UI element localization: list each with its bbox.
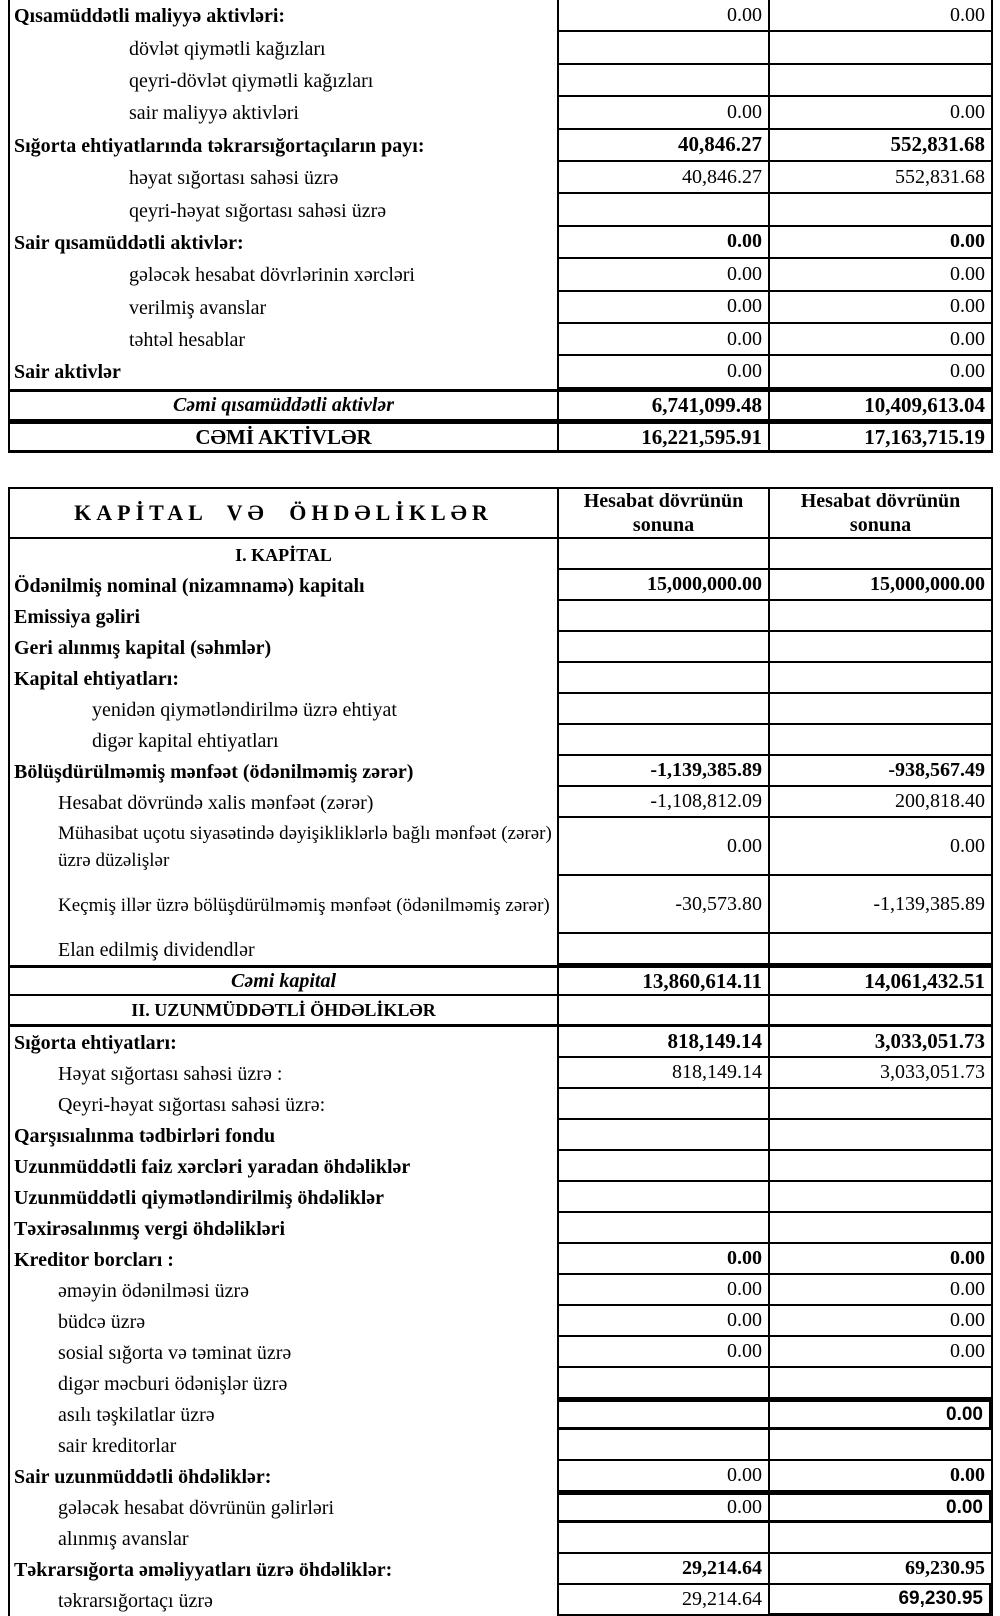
- value-period-2: 0.00: [770, 1461, 993, 1492]
- value-period-2: 3,033,051.73: [770, 1058, 993, 1089]
- row-label: [8, 97, 559, 129]
- value-period-1: [559, 934, 770, 965]
- value-period-2: [770, 32, 993, 64]
- row-label: [8, 1585, 559, 1616]
- table-row: [8, 1027, 993, 1058]
- table-row: [8, 292, 993, 324]
- table-row: [8, 0, 993, 32]
- value-period-2: [770, 539, 993, 570]
- table-row: [8, 1337, 993, 1368]
- row-label-text: gələcək hesabat dövrünün gəlirləri: [58, 1496, 334, 1519]
- table-row: [8, 1182, 993, 1213]
- row-label: [8, 162, 559, 194]
- row-label: [8, 1027, 559, 1058]
- row-label-text: Sair aktivlər: [14, 361, 121, 384]
- value-period-1: [559, 194, 770, 226]
- row-label-text: asılı təşkilatlar üzrə: [58, 1403, 215, 1426]
- value-period-2: 0.00: [770, 1492, 993, 1523]
- table-row: [8, 1213, 993, 1244]
- value-period-1: 818,149.14: [559, 1058, 770, 1089]
- value-period-2: 14,061,432.51: [770, 965, 993, 996]
- table-row: [8, 570, 993, 601]
- value-period-2: 0.00: [770, 1337, 993, 1368]
- value-period-2: 0.00: [770, 259, 993, 291]
- value-period-1: 0.00: [559, 97, 770, 129]
- row-label: [8, 1182, 559, 1213]
- table-row: [8, 1244, 993, 1275]
- row-label-text: Kreditor borcları :: [14, 1248, 174, 1271]
- table-row: [8, 725, 993, 756]
- table-row: [8, 1058, 993, 1089]
- row-label-text: dövlət qiymətli kağızları: [129, 37, 326, 60]
- row-label-text: Təkrarsığorta əməliyyatları üzrə öhdəliklər:: [14, 1558, 393, 1581]
- row-label: [8, 1554, 559, 1585]
- row-label-text: Ödənilmiş nominal (nizamnamə) kapitalı: [14, 574, 365, 597]
- row-label: [8, 1368, 559, 1399]
- table-row: [8, 756, 993, 787]
- row-label-text: Hesabat dövründə xalis mənfəət (zərər): [58, 791, 374, 814]
- value-period-1: 40,846.27: [559, 130, 770, 162]
- row-label-text: Bölüşdürülməmiş mənfəət (ödənilməmiş zərər): [14, 760, 414, 783]
- value-period-1: [559, 1523, 770, 1554]
- value-period-2: 0.00: [770, 1399, 993, 1430]
- value-period-2: -1,139,385.89: [770, 876, 993, 934]
- value-period-2: 0.00: [770, 227, 993, 259]
- row-label-text: sair kreditorlar: [58, 1434, 177, 1457]
- value-period-1: [559, 32, 770, 64]
- table-row: [8, 259, 993, 291]
- row-label-text: Qeyri-həyat sığortası sahəsi üzrə:: [58, 1093, 326, 1116]
- row-label: [8, 1151, 559, 1182]
- table-row: [8, 1399, 993, 1430]
- value-period-1: [559, 694, 770, 725]
- row-label-text: Cəmi kapital: [231, 970, 336, 992]
- value-period-1: 0.00: [559, 1275, 770, 1306]
- row-label: [8, 65, 559, 97]
- value-period-2: [770, 1430, 993, 1461]
- value-period-1: 29,214.64: [559, 1585, 770, 1616]
- table-row: [8, 32, 993, 64]
- table-row: [8, 1523, 993, 1554]
- row-label: [8, 965, 559, 996]
- value-period-1: 13,860,614.11: [559, 965, 770, 996]
- row-label-text: verilmiş avanslar: [129, 296, 267, 319]
- table-row: [8, 162, 993, 194]
- row-label: [8, 694, 559, 725]
- row-label-text: Sair uzunmüddətli öhdəliklər:: [14, 1465, 272, 1488]
- value-period-2: [770, 601, 993, 632]
- table-row: [8, 601, 993, 632]
- table-row: [8, 227, 993, 259]
- row-label: [8, 1306, 559, 1337]
- value-period-1: 818,149.14: [559, 1027, 770, 1058]
- row-label: [8, 32, 559, 64]
- value-period-2: 69,230.95: [770, 1585, 993, 1616]
- row-label: [8, 663, 559, 694]
- row-label: [8, 1430, 559, 1461]
- value-period-1: 0.00: [559, 1244, 770, 1275]
- value-period-1: [559, 1399, 770, 1430]
- row-label: [8, 1120, 559, 1151]
- value-period-1: 0.00: [559, 1337, 770, 1368]
- row-label-text: qeyri-dövlət qiymətli kağızları: [129, 69, 374, 92]
- value-period-1: [559, 996, 770, 1027]
- row-label-text: II. UZUNMÜDDƏTLİ ÖHDƏLİKLƏR: [131, 1000, 436, 1020]
- value-period-1: [559, 1368, 770, 1399]
- value-period-2: 0.00: [770, 97, 993, 129]
- table-row: [8, 539, 993, 570]
- row-label-text: Kapital ehtiyatları:: [14, 667, 179, 690]
- row-label: [8, 570, 559, 601]
- table-row: [8, 1306, 993, 1337]
- value-period-1: [559, 601, 770, 632]
- row-label-text: Həyat sığortası sahəsi üzrə :: [58, 1062, 283, 1085]
- row-label-text: təhtəl hesablar: [129, 329, 246, 352]
- row-label-text: Qarşısıalınma tədbirləri fondu: [14, 1124, 276, 1147]
- row-label-text: qeyri-həyat sığortası sahəsi üzrə: [129, 199, 387, 222]
- value-period-1: 16,221,595.91: [559, 421, 770, 453]
- table-row: [8, 1120, 993, 1151]
- value-period-1: -30,573.80: [559, 876, 770, 934]
- value-period-1: -1,108,812.09: [559, 787, 770, 818]
- table-row: [8, 1368, 993, 1399]
- value-period-2: 0.00: [770, 356, 993, 388]
- column-header-period-2: Hesabat dövrünün sonuna: [770, 489, 993, 539]
- value-period-2: [770, 194, 993, 226]
- value-period-1: [559, 1120, 770, 1151]
- row-label-text: I. KAPİTAL: [235, 544, 332, 565]
- table-row: [8, 1275, 993, 1306]
- value-period-2: [770, 934, 993, 965]
- row-label-text: digər məcburi ödənişlər üzrə: [58, 1372, 288, 1395]
- row-label: [8, 227, 559, 259]
- row-label-text: Emissiya gəliri: [14, 605, 141, 628]
- row-label-text: yenidən qiymətləndirilmə üzrə ehtiyat: [92, 698, 397, 721]
- row-label-text: Cəmi qısamüddətli aktivlər: [172, 394, 395, 417]
- value-period-1: 0.00: [559, 1461, 770, 1492]
- table-row: [8, 65, 993, 97]
- row-label-text: həyat sığortası sahəsi üzrə: [129, 167, 339, 190]
- row-label-text: alınmış avanslar: [58, 1527, 189, 1550]
- value-period-1: 0.00: [559, 324, 770, 356]
- row-label: [8, 324, 559, 356]
- row-label: [8, 1244, 559, 1275]
- value-period-1: 6,741,099.48: [559, 389, 770, 421]
- row-label: [8, 194, 559, 226]
- value-period-2: [770, 1151, 993, 1182]
- table-row: [8, 324, 993, 356]
- value-period-2: 0.00: [770, 818, 993, 876]
- row-label: [8, 0, 559, 32]
- value-period-2: [770, 1120, 993, 1151]
- value-period-2: 0.00: [770, 292, 993, 324]
- row-label: [8, 539, 559, 570]
- table-row: [8, 1492, 993, 1523]
- value-period-1: 0.00: [559, 818, 770, 876]
- capital-liabilities-table: [8, 487, 993, 1616]
- value-period-1: 40,846.27: [559, 162, 770, 194]
- table-row: [8, 934, 993, 965]
- row-label-text: Qısamüddətli maliyyə aktivləri:: [14, 5, 286, 28]
- table-row: [8, 694, 993, 725]
- table-row: [8, 1461, 993, 1492]
- section-title: KAPİTAL VƏ ÖHDƏLİKLƏR: [8, 489, 559, 539]
- row-label: [8, 1275, 559, 1306]
- value-period-2: [770, 65, 993, 97]
- row-label-text: əməyin ödənilməsi üzrə: [58, 1279, 250, 1302]
- row-label-text: Geri alınmış kapital (səhmlər): [14, 636, 272, 659]
- value-period-2: 0.00: [770, 324, 993, 356]
- value-period-1: [559, 65, 770, 97]
- row-label: [8, 1399, 559, 1430]
- value-period-1: [559, 1182, 770, 1213]
- row-label-text: digər kapital ehtiyatları: [92, 729, 279, 752]
- row-label-text: Sığorta ehtiyatları:: [14, 1031, 177, 1054]
- value-period-1: 15,000,000.00: [559, 570, 770, 601]
- table-row: [8, 663, 993, 694]
- value-period-1: [559, 1151, 770, 1182]
- value-period-1: 0.00: [559, 1306, 770, 1337]
- value-period-1: [559, 663, 770, 694]
- row-label: [8, 1089, 559, 1120]
- table-row: [8, 389, 993, 421]
- value-period-1: [559, 1430, 770, 1461]
- table-row: [8, 818, 993, 876]
- row-label-text: Mühasibat uçotu siyasətində dəyişikliklərlə bağlı mənfəət (zərər) üzrə düzəlişlər: [58, 823, 552, 871]
- row-label-text: Uzunmüddətli faiz xərcləri yaradan öhdəliklər: [14, 1155, 411, 1178]
- table-row: [8, 1554, 993, 1585]
- value-period-1: [559, 1213, 770, 1244]
- table-row: [8, 787, 993, 818]
- value-period-1: [559, 1089, 770, 1120]
- capital-liabilities-header-row: [8, 489, 993, 539]
- value-period-2: [770, 694, 993, 725]
- row-label: [8, 632, 559, 663]
- row-label-text: sair maliyyə aktivləri: [129, 102, 299, 125]
- value-period-2: [770, 1523, 993, 1554]
- value-period-2: [770, 1213, 993, 1244]
- value-period-2: [770, 996, 993, 1027]
- row-label: [8, 876, 559, 934]
- row-label: [8, 934, 559, 965]
- row-label-text: sosial sığorta və təminat üzrə: [58, 1341, 292, 1364]
- row-label-text: Keçmiş illər üzrə bölüşdürülməmiş mənfəət (ödənilməmiş zərər): [58, 894, 550, 916]
- table-row: [8, 632, 993, 663]
- value-period-1: 0.00: [559, 1492, 770, 1523]
- row-label: [8, 259, 559, 291]
- row-label-text: Sair qısamüddətli aktivlər:: [14, 231, 244, 254]
- table-row: [8, 1585, 993, 1616]
- value-period-2: [770, 663, 993, 694]
- assets-table: [8, 0, 993, 453]
- value-period-2: 3,033,051.73: [770, 1027, 993, 1058]
- value-period-2: 200,818.40: [770, 787, 993, 818]
- table-row: [8, 1151, 993, 1182]
- value-period-2: 0.00: [770, 1275, 993, 1306]
- row-label: [8, 389, 559, 421]
- table-row: [8, 421, 993, 453]
- table-row: [8, 876, 993, 934]
- value-period-2: 69,230.95: [770, 1554, 993, 1585]
- row-label: [8, 787, 559, 818]
- table-row: [8, 97, 993, 129]
- value-period-2: 0.00: [770, 1244, 993, 1275]
- value-period-1: 0.00: [559, 259, 770, 291]
- value-period-1: 0.00: [559, 0, 770, 32]
- row-label-text: CƏMİ AKTİVLƏR: [195, 425, 372, 450]
- row-label: [8, 1213, 559, 1244]
- value-period-2: 0.00: [770, 1306, 993, 1337]
- value-period-1: 29,214.64: [559, 1554, 770, 1585]
- row-label: [8, 292, 559, 324]
- value-period-1: 0.00: [559, 356, 770, 388]
- value-period-2: [770, 1368, 993, 1399]
- value-period-1: -1,139,385.89: [559, 756, 770, 787]
- table-row: [8, 356, 993, 388]
- row-label-text: təkrarsığortaçı üzrə: [58, 1589, 213, 1612]
- value-period-2: 17,163,715.19: [770, 421, 993, 453]
- value-period-2: 552,831.68: [770, 162, 993, 194]
- value-period-2: 0.00: [770, 0, 993, 32]
- row-label-text: Elan edilmiş dividendlər: [58, 938, 255, 961]
- table-row: [8, 194, 993, 226]
- value-period-2: [770, 1089, 993, 1120]
- value-period-2: -938,567.49: [770, 756, 993, 787]
- row-label: [8, 1492, 559, 1523]
- row-label: [8, 1058, 559, 1089]
- value-period-1: 0.00: [559, 292, 770, 324]
- table-row: [8, 965, 993, 996]
- row-label-text: Uzunmüddətli qiymətləndirilmiş öhdəliklər: [14, 1186, 385, 1209]
- table-row: [8, 1430, 993, 1461]
- row-label: [8, 1337, 559, 1368]
- row-label: [8, 996, 559, 1027]
- row-label-text: Təxirəsalınmış vergi öhdəlikləri: [14, 1217, 286, 1240]
- row-label: [8, 130, 559, 162]
- row-label-text: Sığorta ehtiyatlarında təkrarsığortaçıların payı:: [14, 134, 425, 157]
- table-row: [8, 130, 993, 162]
- row-label: [8, 1461, 559, 1492]
- row-label: [8, 818, 559, 876]
- row-label: [8, 601, 559, 632]
- value-period-1: 0.00: [559, 227, 770, 259]
- row-label-text: büdcə üzrə: [58, 1310, 146, 1333]
- table-row: [8, 1089, 993, 1120]
- row-label: [8, 356, 559, 388]
- value-period-2: 10,409,613.04: [770, 389, 993, 421]
- value-period-1: [559, 632, 770, 663]
- value-period-1: [559, 725, 770, 756]
- row-label: [8, 421, 559, 453]
- value-period-2: 15,000,000.00: [770, 570, 993, 601]
- value-period-2: [770, 632, 993, 663]
- column-header-period-1: Hesabat dövrünün sonuna: [559, 489, 770, 539]
- value-period-1: [559, 539, 770, 570]
- row-label: [8, 725, 559, 756]
- value-period-2: [770, 725, 993, 756]
- value-period-2: [770, 1182, 993, 1213]
- value-period-2: 552,831.68: [770, 130, 993, 162]
- table-row: [8, 996, 993, 1027]
- row-label: [8, 1523, 559, 1554]
- row-label: [8, 756, 559, 787]
- row-label-text: gələcək hesabat dövrlərinin xərcləri: [129, 264, 415, 287]
